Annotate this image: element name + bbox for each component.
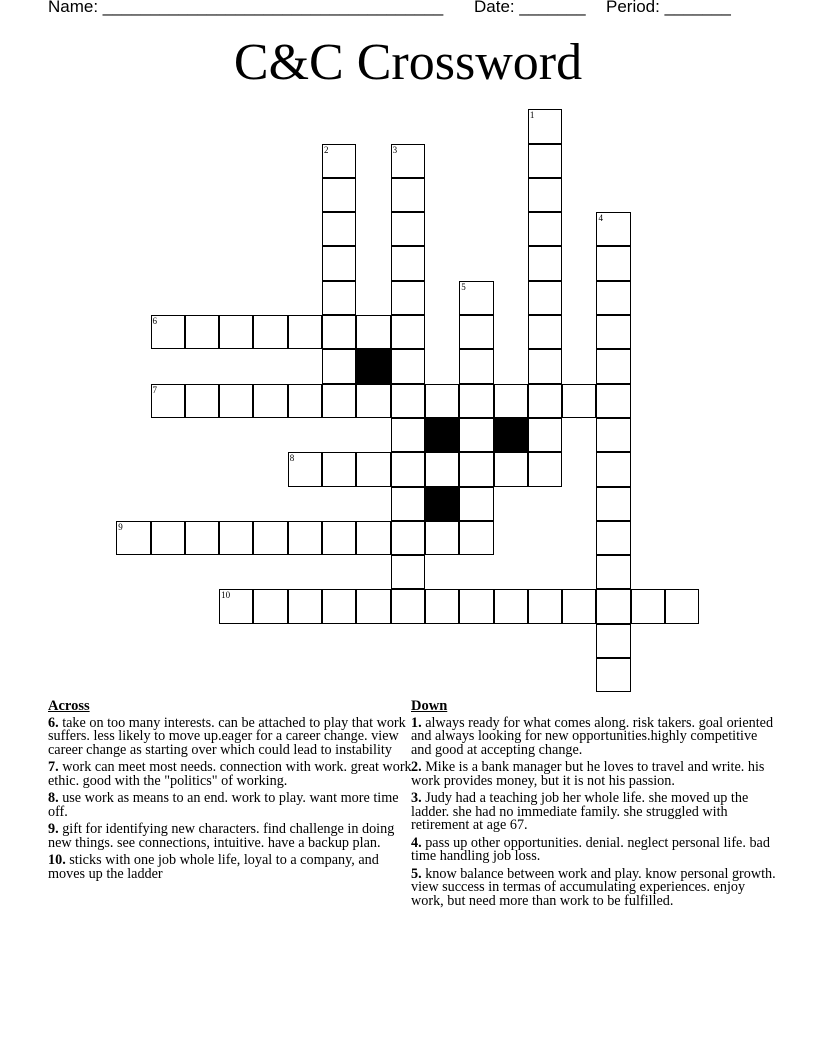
grid-cell[interactable] — [219, 315, 253, 349]
grid-cell[interactable] — [528, 418, 562, 452]
grid-cell[interactable] — [116, 521, 150, 555]
grid-cell[interactable] — [459, 349, 493, 383]
grid-cell[interactable] — [596, 246, 630, 280]
grid-cell[interactable] — [253, 521, 287, 555]
clue-number: 7. — [48, 759, 59, 775]
clue-number: 8. — [48, 790, 59, 806]
period-field[interactable]: Period: _______ — [606, 0, 731, 16]
grid-cell[interactable] — [356, 589, 390, 623]
clue-number-label: 3 — [392, 144, 398, 155]
clue-down-5 — [411, 865, 776, 909]
grid-cell[interactable] — [425, 452, 459, 486]
grid-cell[interactable] — [322, 281, 356, 315]
clue-text: use work as means to an end. work to play. want more time off. — [48, 790, 399, 820]
grid-cell[interactable] — [391, 589, 425, 623]
grid-cell[interactable] — [151, 521, 185, 555]
clue-number: 6. — [48, 714, 59, 731]
grid-cell[interactable] — [425, 521, 459, 555]
grid-cell[interactable] — [596, 418, 630, 452]
clue-number: 2. — [411, 759, 422, 775]
grid-cell[interactable] — [185, 521, 219, 555]
grid-cell[interactable] — [151, 384, 185, 418]
grid-cell[interactable] — [596, 315, 630, 349]
grid-cell[interactable] — [459, 521, 493, 555]
clue-text: always ready for what comes along. risk takers. goal oriented and always looking for new opportunities.highly competitive and good at accepting change. — [411, 714, 774, 758]
grid-cell[interactable] — [528, 349, 562, 383]
grid-cell[interactable] — [528, 315, 562, 349]
clue-down-1 — [411, 714, 776, 758]
clue-across-7 — [48, 761, 413, 788]
clue-text: take on too many interests. can be attached to play that work suffers. less likely to move up.eager for a career change. view career change as starting over which could lead to instability — [48, 714, 406, 758]
clue-number: 3. — [411, 790, 422, 806]
grid-cell[interactable] — [219, 521, 253, 555]
grid-cell[interactable] — [528, 384, 562, 418]
clue-number-label: 4 — [598, 213, 603, 224]
grid-cell[interactable] — [494, 589, 528, 623]
grid-cell[interactable] — [322, 315, 356, 349]
grid-cell[interactable] — [596, 487, 630, 521]
grid-cell[interactable] — [528, 246, 562, 280]
grid-cell[interactable] — [288, 384, 322, 418]
grid-cell[interactable] — [288, 521, 322, 555]
grid-cell[interactable] — [528, 144, 562, 178]
grid-cell[interactable] — [425, 589, 459, 623]
grid-cell[interactable] — [665, 589, 699, 623]
grid-cell[interactable] — [322, 246, 356, 280]
grid-cell[interactable] — [322, 178, 356, 212]
clue-across-9 — [48, 823, 413, 850]
clue-number: 4. — [411, 834, 422, 851]
clue-number: 9. — [48, 821, 59, 837]
grid-cell[interactable] — [391, 452, 425, 486]
page-title: C&C Crossword — [233, 34, 583, 91]
down-heading: Down — [411, 698, 448, 714]
grid-cell[interactable] — [459, 281, 493, 315]
grid-cell[interactable] — [253, 315, 287, 349]
across-clues — [48, 700, 413, 885]
grid-cell[interactable] — [391, 212, 425, 246]
grid-cell[interactable] — [562, 384, 596, 418]
grid-cell[interactable] — [151, 315, 185, 349]
clue-across-6 — [48, 714, 413, 758]
clue-across-8 — [48, 792, 413, 819]
clue-down-2 — [411, 761, 776, 788]
grid-cell[interactable] — [528, 109, 562, 143]
grid-cell[interactable] — [356, 521, 390, 555]
grid-cell[interactable] — [528, 212, 562, 246]
grid-cell[interactable] — [185, 384, 219, 418]
date-field[interactable]: Date: _______ — [474, 0, 586, 16]
clue-text: sticks with one job whole life, loyal to a company, and moves up the ladder — [48, 852, 379, 882]
grid-cell[interactable] — [494, 452, 528, 486]
grid-cell[interactable] — [425, 384, 459, 418]
grid-cell[interactable] — [219, 589, 253, 623]
grid-cell[interactable] — [322, 589, 356, 623]
clue-down-3 — [411, 792, 776, 833]
grid-cell[interactable] — [596, 452, 630, 486]
clue-number-label: 7 — [152, 384, 158, 395]
grid-cell[interactable] — [253, 384, 287, 418]
grid-cell[interactable] — [391, 315, 425, 349]
name-field[interactable]: Name: ____________________________________ — [48, 0, 444, 16]
grid-cell[interactable] — [596, 624, 630, 658]
clue-text: Judy had a teaching job her whole life. she moved up the ladder. she had no immediate family. she struggled with retirement at age 67. — [411, 790, 749, 833]
black-cell — [425, 487, 459, 521]
clue-number-label: 5 — [461, 281, 466, 292]
grid-cell[interactable] — [391, 349, 425, 383]
grid-cell[interactable] — [391, 521, 425, 555]
grid-cell[interactable] — [322, 452, 356, 486]
clue-number-label: 8 — [289, 453, 295, 464]
grid-cell[interactable] — [596, 521, 630, 555]
grid-cell[interactable] — [391, 178, 425, 212]
grid-cell[interactable] — [528, 452, 562, 486]
grid-cell[interactable] — [596, 349, 630, 383]
black-cell — [425, 418, 459, 452]
grid-cell[interactable] — [322, 144, 356, 178]
grid-cell[interactable] — [391, 555, 425, 589]
clue-text: Mike is a bank manager but he loves to travel and write. his work provides money, but it is not his passion. — [411, 759, 765, 789]
clue-across-10 — [48, 854, 413, 881]
clue-number: 1. — [411, 714, 422, 731]
grid-cell[interactable] — [356, 315, 390, 349]
clue-number-label: 10 — [221, 590, 231, 601]
grid-cell[interactable] — [391, 487, 425, 521]
grid-cell[interactable] — [459, 589, 493, 623]
grid-cell[interactable] — [596, 384, 630, 418]
grid-cell[interactable] — [459, 315, 493, 349]
grid-cell[interactable] — [494, 384, 528, 418]
clue-text: work can meet most needs. connection with work. great work ethic. good with the "politics" of working. — [48, 759, 412, 789]
clue-number-label: 1 — [529, 110, 535, 121]
grid-cell[interactable] — [391, 246, 425, 280]
grid-cell[interactable] — [528, 281, 562, 315]
grid-cell[interactable] — [391, 144, 425, 178]
clue-number-label: 9 — [118, 521, 123, 532]
black-cell — [356, 349, 390, 383]
grid-cell[interactable] — [356, 452, 390, 486]
down-clues — [411, 700, 776, 912]
clue-number: 5. — [411, 865, 422, 882]
grid-cell[interactable] — [219, 384, 253, 418]
grid-cell[interactable] — [322, 212, 356, 246]
clue-number-label: 6 — [152, 316, 158, 327]
grid-cell[interactable] — [391, 281, 425, 315]
grid-cell[interactable] — [288, 589, 322, 623]
black-cell — [494, 418, 528, 452]
grid-cell[interactable] — [322, 521, 356, 555]
grid-cell[interactable] — [322, 349, 356, 383]
grid-cell[interactable] — [528, 178, 562, 212]
grid-cell[interactable] — [391, 384, 425, 418]
grid-cell[interactable] — [459, 487, 493, 521]
grid-cell[interactable] — [459, 384, 493, 418]
clue-down-4 — [411, 834, 776, 864]
clue-text: know balance between work and play. know personal growth. view success in termas of accumulating experiences. enjoy work, but need more than work to be fulfilled. — [411, 865, 776, 909]
clue-number-label: 2 — [324, 144, 329, 155]
grid-cell[interactable] — [288, 315, 322, 349]
grid-cell[interactable] — [596, 589, 630, 623]
grid-cell[interactable] — [596, 281, 630, 315]
grid-cell[interactable] — [631, 589, 665, 623]
grid-cell[interactable] — [596, 555, 630, 589]
clue-text: gift for identifying new characters. find challenge in doing new things. see connections, intuitive. have a backup plan. — [48, 821, 395, 851]
across-heading: Across — [48, 698, 90, 714]
grid-cell[interactable] — [253, 589, 287, 623]
grid-cell[interactable] — [459, 452, 493, 486]
grid-cell[interactable] — [322, 384, 356, 418]
clue-number: 10. — [48, 852, 66, 868]
grid-cell[interactable] — [391, 418, 425, 452]
grid-cell[interactable] — [356, 384, 390, 418]
grid-cell[interactable] — [596, 212, 630, 246]
grid-cell[interactable] — [185, 315, 219, 349]
grid-cell[interactable] — [528, 589, 562, 623]
grid-cell[interactable] — [562, 589, 596, 623]
clue-text: pass up other opportunities. denial. neglect personal life. bad time handling job loss. — [411, 834, 770, 864]
grid-cell[interactable] — [596, 658, 630, 692]
grid-cell[interactable] — [459, 418, 493, 452]
grid-cell[interactable] — [288, 452, 322, 486]
